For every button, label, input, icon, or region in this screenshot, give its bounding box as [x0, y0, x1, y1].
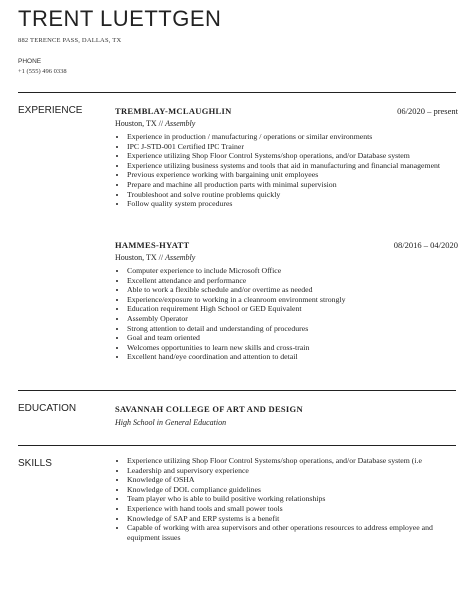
list-item: • Strong attention to detail and understanding of procedures	[127, 324, 458, 334]
list-item: • Experience utilizing Shop Floor Control Systems/shop operations, and/or Database system	[127, 151, 458, 161]
education-entry	[115, 404, 458, 427]
job-bullet-list	[115, 266, 458, 362]
list-item: • Experience with hand tools and small power tools	[127, 504, 458, 514]
list-item: • Excellent hand/eye coordination and attention to detail	[127, 352, 458, 362]
list-item: • Excellent attendance and performance	[127, 276, 458, 286]
list-item: • Computer experience to include Microsoft Office	[127, 266, 458, 276]
education-school: SAVANNAH COLLEGE OF ART AND DESIGN	[115, 404, 303, 414]
list-item: • Knowledge of OSHA	[127, 475, 458, 485]
list-item: • Education requirement High School or GED Equivalent	[127, 304, 458, 314]
job-title: Assembly	[165, 119, 196, 128]
list-item: • Team player who is able to build positive working relationships	[127, 494, 458, 504]
list-item: • Experience utilizing Shop Floor Control Systems/shop operations, and/or Database system (i.e	[127, 456, 458, 466]
candidate-address: 882 TERENCE PASS, DALLAS, TX	[18, 37, 122, 44]
list-item: • Capable of working with area supervisors and other operations resources to address employee and equipment issues	[127, 523, 458, 542]
job-entry	[115, 240, 458, 362]
list-item: • Experience in production / manufacturing / operations or similar environments	[127, 132, 458, 142]
skills-list	[115, 456, 458, 542]
job-header	[115, 240, 458, 252]
list-item: • Knowledge of DOL compliance guidelines	[127, 485, 458, 495]
job-header	[115, 106, 458, 118]
section-divider-education	[18, 390, 456, 391]
section-label-experience: EXPERIENCE	[18, 105, 83, 116]
job-employer: HAMMES-HYATT	[115, 240, 190, 250]
section-label-education: EDUCATION	[18, 403, 77, 414]
phone-number: +1 (555) 496 0338	[18, 68, 67, 75]
list-item: • Able to work a flexible schedule and/or overtime as needed	[127, 285, 458, 295]
section-label-skills: SKILLS	[18, 458, 52, 469]
list-item: • Follow quality system procedures	[127, 199, 458, 209]
job-location-line	[115, 253, 458, 264]
job-dates: 06/2020 – present	[397, 106, 458, 116]
list-item: • Leadership and supervisory experience	[127, 466, 458, 476]
skills-entry	[115, 456, 458, 542]
education-header	[115, 404, 458, 416]
job-bullet-list	[115, 132, 458, 209]
list-item: • Knowledge of SAP and ERP systems is a benefit	[127, 514, 458, 524]
list-item: • Troubleshoot and solve routine problems quickly	[127, 190, 458, 200]
job-employer: TREMBLAY-MCLAUGHLIN	[115, 106, 232, 116]
section-divider-experience	[18, 92, 456, 93]
phone-label: PHONE	[18, 58, 42, 65]
job-location: Houston, TX	[115, 253, 157, 262]
job-dates: 08/2016 – 04/2020	[393, 240, 458, 250]
list-item: • Assembly Operator	[127, 314, 458, 324]
section-divider-skills	[18, 445, 456, 446]
job-location-line	[115, 119, 458, 130]
list-item: • Goal and team oriented	[127, 333, 458, 343]
education-degree: High School in General Education	[115, 418, 227, 427]
list-item: • IPC J-STD-001 Certified IPC Trainer	[127, 142, 458, 152]
job-title: Assembly	[165, 253, 196, 262]
list-item: • Experience utilizing business systems and tools that aid in manufacturing and financial management	[127, 161, 458, 171]
list-item: • Welcomes opportunities to learn new skills and cross-train	[127, 343, 458, 353]
job-separator: //	[158, 119, 164, 128]
job-separator: //	[158, 253, 164, 262]
job-entry	[115, 106, 458, 209]
job-location: Houston, TX	[115, 119, 157, 128]
list-item: • Prepare and machine all production parts with minimal supervision	[127, 180, 458, 190]
list-item: • Previous experience working with bargaining unit employees	[127, 170, 458, 180]
candidate-name: TRENT LUETTGEN	[18, 6, 222, 31]
list-item: • Experience/exposure to working in a cleanroom environment strongly	[127, 295, 458, 305]
